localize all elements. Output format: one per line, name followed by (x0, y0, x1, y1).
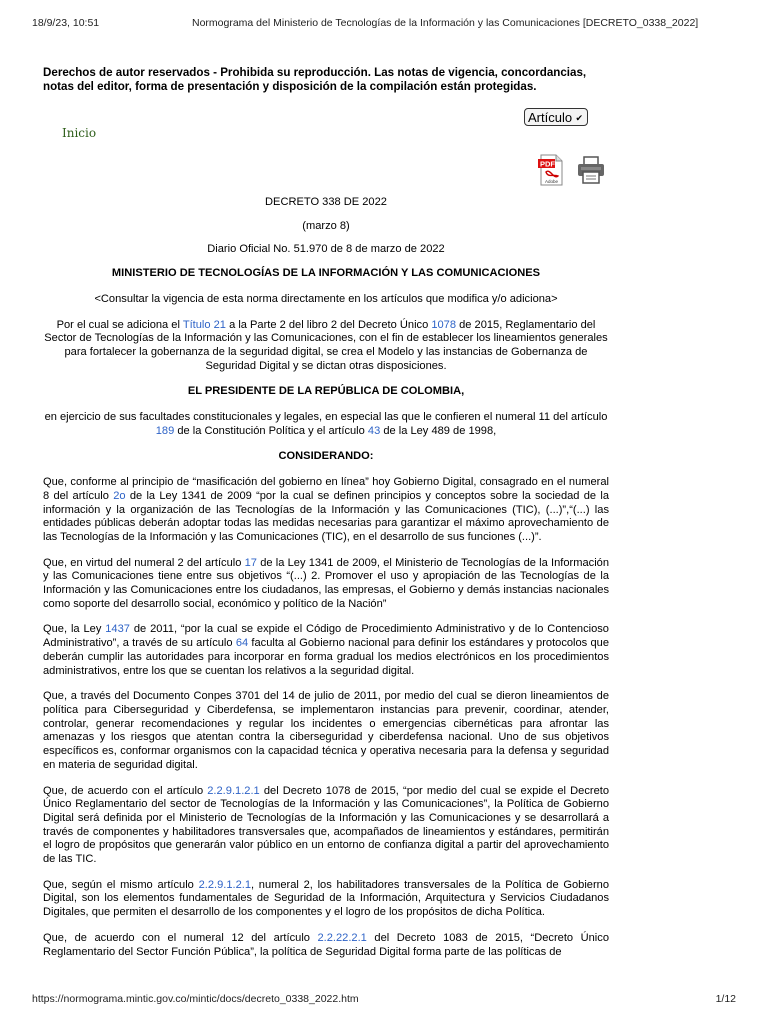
chevron-down-icon: ✔ (575, 113, 583, 123)
toolbar-icons (43, 154, 609, 192)
link-articulo-2-2-9-1-2-1[interactable]: 2.2.9.1.2.1 (207, 784, 260, 797)
article-select-value: Artículo (528, 110, 573, 125)
president-heading: EL PRESIDENTE DE LA REPÚBLICA DE COLOMBIA, (187, 385, 465, 398)
copyright-notice: Derechos de autor reservados - Prohibida su reproducción. Las notas de vigencia, concordancias, notas del editor, forma de presentación y disposición de la compilación están protegidas. (43, 66, 587, 93)
link-titulo-21[interactable]: Título 21 (182, 318, 226, 331)
considerando-paragraph-1 (43, 476, 609, 545)
text-span: , numeral 2, los habilitadores transversales de la Política de Gobierno Digital, son los elementos fundamentales de Seguridad de la Información, Arquitectura y Servicios Ciudadanos Digitales, que permiten el desarrollo de los componentes y el logro de los propósitos de dicha Política. (43, 878, 609, 919)
por-el-cual-paragraph (43, 319, 609, 374)
link-decreto-1078[interactable]: 1078 (431, 318, 457, 331)
text-span: de la Ley 1341 de 2009 “por la cual se definen principios y conceptos sobre la sociedad de la información y la organización de las Tecnologías de la Información y las Comunicaciones (TIC), (...)”,“(...) las entidades públicas deberán adoptar todas las medidas necesarias para garantizar el máximo aprovechamiento de las Tecnologías de la Información y las Comunicaciones (TIC), en el desarrollo de sus funciones (...)”. (43, 489, 609, 543)
pdf-icon[interactable] (538, 154, 564, 186)
considerando-paragraph-5 (43, 785, 609, 867)
link-ley-1437[interactable]: 1437 (105, 623, 130, 636)
text-span: Por el cual se adiciona el (56, 318, 183, 331)
document-body (43, 66, 609, 959)
text-span: de la Ley 489 de 1998, (380, 424, 497, 437)
decree-title: DECRETO 338 DE 2022 (265, 196, 387, 208)
article-select[interactable] (524, 108, 588, 126)
text-span: Que, de acuerdo con el artículo (43, 784, 208, 797)
decree-date: (marzo 8) (302, 219, 350, 232)
considerando-paragraph-3 (43, 623, 609, 678)
text-span: del Decreto 1078 de 2015, “por medio del cual se expide el Decreto Único Reglamentario del sector de Tecnologías de la Información y las Comunicaciones”, la Política de Gobierno Digital será definida por el Ministerio de Tecnologías de la Información y las Comunicaciones y se desarrollará a través de componentes y habilitadores transversales que, acompañados de lineamientos y estándares, permitirán el logro de propósitos que generarán valor público en un entorno de confianza digital a partir del aprovechamiento de las TIC. (43, 784, 610, 866)
text-span: en ejercicio de sus facultades constitucionales y legales, en especial las que le confieren el numeral 11 del artículo (44, 411, 608, 424)
text-span: de la Constitución Política y el artículo (174, 424, 368, 437)
nav-row (43, 108, 609, 152)
link-articulo-2-2-22-2-1[interactable]: 2.2.22.2.1 (317, 931, 367, 944)
inicio-link[interactable]: Inicio (62, 126, 97, 140)
text-span: de 2015, Reglamentario del Sector de Tecnologías de la Información y las Comunicaciones, con el fin de establecer los lineamientos generales para fortalecer la gobernanza de la seguridad digital, se crea el Modelo y las instancias de Gobernanza de Seguridad Digital y se dictan otras disposiciones. (44, 318, 608, 372)
link-articulo-2-2-9-1-2-1-b[interactable]: 2.2.9.1.2.1 (198, 878, 251, 891)
text-span: faculta al Gobierno nacional para definir los estándares y protocolos que deberán cumplir las autoridades para incorporar en forma gradual los medios electrónicos en los procedimientos administrativos, entre los que se cuentan los relativos a la seguridad digital. (43, 637, 609, 677)
link-articulo-2o[interactable]: 2o (113, 489, 126, 502)
consult-note: <Consultar la vigencia de esta norma directamente en los artículos que modifica y/o adiciona> (94, 292, 558, 305)
considerando-paragraph-7 (43, 932, 609, 959)
text-span: a la Parte 2 del libro 2 del Decreto Único (225, 318, 432, 331)
ministry-heading: MINISTERIO DE TECNOLOGÍAS DE LA INFORMACIÓN Y LAS COMUNICACIONES (111, 267, 541, 280)
text-span: Que, conforme al principio de “masificación del gobierno en línea” hoy Gobierno Digital, consagrado en el numeral 8 del artículo (43, 476, 609, 502)
text-span: de la Ley 1341 de 2009, el Ministerio de Tecnologías de la Información y las Comunicaciones tiene entre sus objetivos “(...) 2. Promover el uso y apropiación de las Tecnologías de la Información y las Comunicaciones entre los ciudadanos, las empresas, el Gobierno y demás instancias nacionales como soporte del desarrollo social, económico y político de la Nación” (43, 556, 610, 610)
pdf-icon-label: PDF (540, 159, 555, 169)
text-span: de 2011, “por la cual se expide el Código de Procedimiento Administrativo y de lo Contencioso Administrativo”, a través de su artículo (43, 623, 609, 650)
considerando-heading: CONSIDERANDO: (278, 450, 374, 463)
text-span: Que, según el mismo artículo (43, 878, 199, 891)
text-span: Que, en virtud del numeral 2 del artículo (43, 556, 245, 569)
text-span: Que, de acuerdo con el numeral 12 del artículo (43, 931, 318, 944)
link-articulo-64[interactable]: 64 (235, 637, 249, 650)
print-url: https://normograma.mintic.gov.co/mintic/docs/decreto_0338_2022.htm (32, 993, 359, 1005)
print-page-title: Normograma del Ministerio de Tecnologías de la Información y las Comunicaciones [DECRETO_0338_2022] (192, 17, 699, 29)
link-articulo-189[interactable]: 189 (155, 424, 175, 437)
diario-oficial: Diario Oficial No. 51.970 de 8 de marzo de 2022 (207, 243, 445, 256)
text-span: Que, la Ley (43, 623, 106, 636)
link-articulo-43[interactable]: 43 (367, 424, 381, 437)
ejercicio-paragraph (43, 411, 609, 438)
considerando-paragraph-2 (43, 557, 609, 612)
considerando-paragraph-6 (43, 879, 609, 920)
print-page-number: 1/12 (715, 993, 736, 1005)
link-articulo-17[interactable]: 17 (244, 556, 257, 569)
print-datetime: 18/9/23, 10:51 (32, 17, 100, 29)
text-span: del Decreto 1083 de 2015, “Decreto Único Reglamentario del Sector Función Pública”, la política de Seguridad Digital forma parte de las políticas de (43, 931, 609, 958)
printer-icon[interactable] (576, 156, 606, 184)
considerando-paragraph-4: Que, a través del Documento Conpes 3701 del 14 de julio de 2011, por medio del cual se dieron lineamientos de política para Ciberseguridad y Ciberdefensa, se implementaron instancias para prevenir, coordinar, atender, controlar, generar recomendaciones y regular los incidentes o emergencias cibernéticas para afrontar las amenazas y los riesgos que atentan contra la ciberseguridad y ciberdefensa nacional. Uno de sus objetivos específicos es, conformar organismos con la capacidad técnica y operativa necesaria para la defensa y seguridad en materia de seguridad digital. (43, 690, 609, 771)
pdf-icon-sublabel: Adobe (545, 179, 559, 184)
